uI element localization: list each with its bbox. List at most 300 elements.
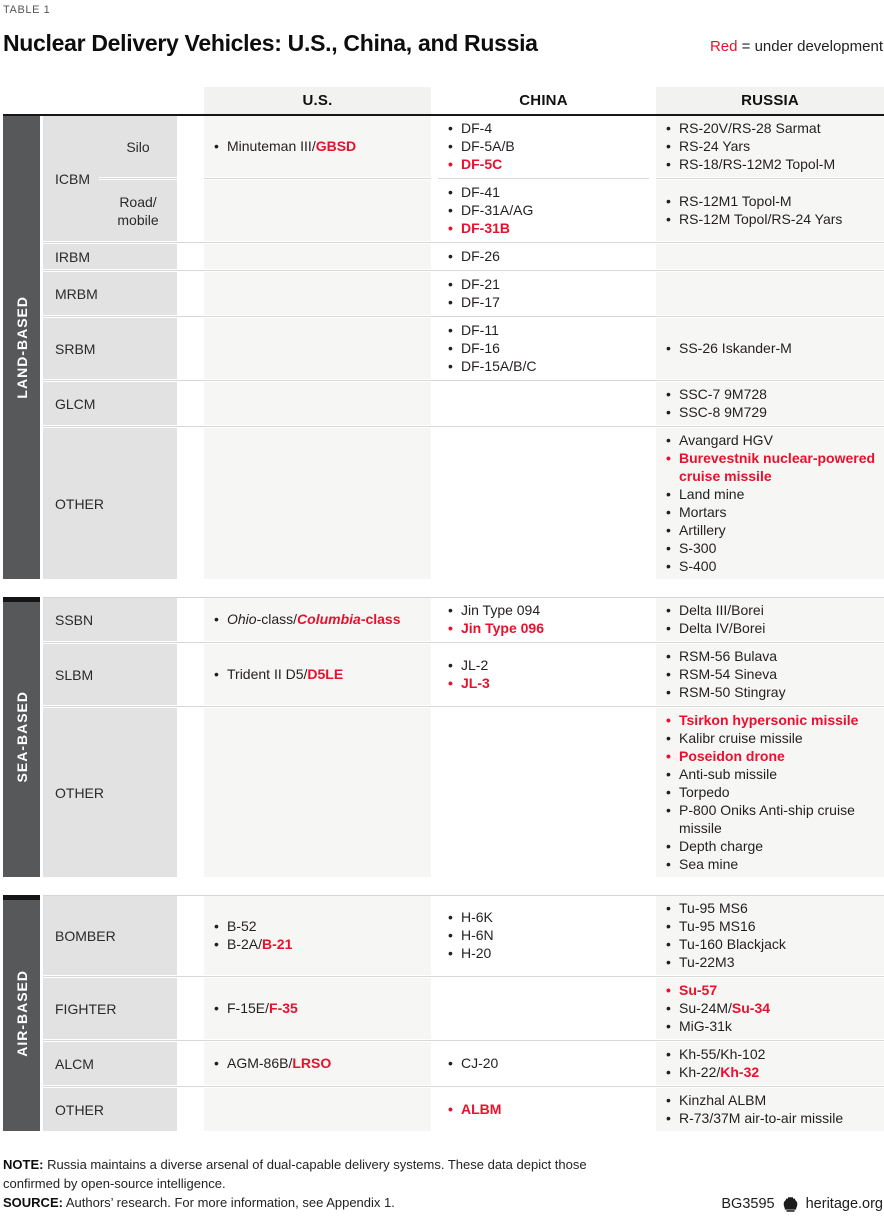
- bullet-icon: •: [666, 504, 671, 520]
- vehicle-text: [679, 953, 876, 971]
- bullet-icon: •: [214, 138, 219, 154]
- vehicle-text: [679, 1091, 876, 1109]
- vehicle-text: [679, 1109, 876, 1127]
- vehicle-text: [679, 155, 876, 173]
- bullet-icon: •: [448, 657, 453, 673]
- row-label: FIGHTER: [43, 978, 177, 1039]
- bullet-icon: •: [666, 211, 671, 227]
- vehicle-item: [666, 192, 876, 210]
- bullet-icon: •: [214, 936, 219, 952]
- section-rows: [43, 116, 884, 579]
- vehicle-text: [679, 683, 876, 701]
- vehicle-item: [448, 656, 641, 674]
- vehicle-text-segment: AGM-86B/: [227, 1055, 293, 1071]
- doc-code: BG3595: [721, 1196, 775, 1212]
- vehicle-item: [666, 539, 876, 557]
- note-label: NOTE:: [3, 1157, 44, 1172]
- vehicle-text-segment: Tu-22M3: [679, 954, 735, 970]
- bullet-icon: •: [666, 620, 671, 636]
- bullet-icon: •: [666, 1000, 671, 1016]
- vehicle-item: [666, 855, 876, 873]
- vehicle-text: [679, 431, 876, 449]
- vehicle-text-segment: LRSO: [292, 1055, 332, 1071]
- bullet-icon: •: [448, 675, 453, 691]
- column-header-row: [3, 87, 884, 116]
- cell-ru: [656, 244, 884, 269]
- vehicle-text: [461, 247, 641, 265]
- bullet-icon: •: [666, 712, 671, 728]
- bullet-icon: •: [666, 648, 671, 664]
- vehicle-text: [461, 201, 641, 219]
- footer-notes: [3, 1155, 643, 1212]
- row-label: ALCM: [43, 1042, 177, 1085]
- vehicle-text: [679, 981, 876, 999]
- vehicle-text: [679, 935, 876, 953]
- bullet-icon: •: [448, 322, 453, 338]
- cell-ru: [656, 598, 884, 641]
- vehicle-text: [461, 339, 641, 357]
- group-label: LAND-BASED: [13, 296, 30, 399]
- vehicle-text: [679, 747, 876, 765]
- vehicle-item: [448, 357, 641, 375]
- vehicle-item: [448, 321, 641, 339]
- vehicle-text: [679, 729, 876, 747]
- vehicle-text-segment: JL-2: [461, 657, 489, 673]
- bullet-icon: •: [666, 766, 671, 782]
- row-bomber: [43, 896, 884, 975]
- vehicle-item: [666, 155, 876, 173]
- vehicle-text-segment: -class/: [256, 611, 298, 627]
- vehicle-text-segment: Tu-95 MS16: [679, 918, 756, 934]
- vehicle-text: [679, 119, 876, 137]
- vehicle-text: [461, 357, 641, 375]
- column-header-us: U.S.: [204, 87, 431, 114]
- bullet-icon: •: [214, 666, 219, 682]
- vehicle-text-segment: DF-15A/B/C: [461, 358, 537, 374]
- section-air-based: [3, 895, 884, 1131]
- vehicle-text-segment: Burevestnik nuclear-powered cruise missile: [679, 450, 876, 484]
- vehicle-text: [461, 293, 641, 311]
- vehicle-text: [679, 765, 876, 783]
- bullet-icon: •: [666, 156, 671, 172]
- bullet-icon: •: [666, 522, 671, 538]
- vehicle-item: [448, 137, 641, 155]
- vehicle-item: [448, 601, 641, 619]
- cell-ru: [656, 1042, 884, 1085]
- row-alcm: [43, 1042, 884, 1085]
- vehicle-text-segment: GBSD: [315, 138, 357, 154]
- bullet-icon: •: [666, 1046, 671, 1062]
- vehicle-text-segment: JL-3: [461, 675, 490, 691]
- group-label-bar: [3, 597, 40, 877]
- bullet-icon: •: [214, 1055, 219, 1071]
- cell-us: [204, 1088, 431, 1131]
- vehicle-item: [448, 183, 641, 201]
- vehicle-text: [679, 801, 876, 837]
- vehicle-item: [448, 247, 641, 265]
- cell-us: [204, 272, 431, 315]
- vehicle-text: [679, 711, 876, 729]
- vehicle-text: [461, 275, 641, 293]
- vehicle-item: [666, 503, 876, 521]
- row-label: OTHER: [43, 708, 177, 877]
- vehicle-item: [666, 385, 876, 403]
- vehicle-item: [214, 1054, 423, 1072]
- vehicle-item: [448, 293, 641, 311]
- vehicle-item: [666, 339, 876, 357]
- vehicle-item: [448, 201, 641, 219]
- vehicle-text-segment: Mortars: [679, 504, 727, 520]
- vehicle-text-segment: Jin Type 094: [461, 602, 541, 618]
- bullet-icon: •: [666, 120, 671, 136]
- vehicle-text: [679, 539, 876, 557]
- legend-red-word: Red: [709, 38, 738, 55]
- vehicle-item: [214, 665, 423, 683]
- cell-cn: [438, 116, 649, 177]
- vehicle-text-segment: RS-24 Yars: [679, 138, 751, 154]
- vehicle-text-segment: RS-12M1 Topol-M: [679, 193, 792, 209]
- cell-ru: [656, 428, 884, 579]
- vehicle-text: [679, 999, 876, 1017]
- cell-ru: [656, 978, 884, 1039]
- vehicle-item: [666, 619, 876, 637]
- vehicle-text-segment: B-21: [262, 936, 293, 952]
- vehicle-text: [679, 647, 876, 665]
- bullet-icon: •: [666, 540, 671, 556]
- row-label: ICBM: [43, 116, 99, 241]
- vehicle-item: [666, 981, 876, 999]
- bullet-icon: •: [448, 156, 453, 172]
- row-other: [43, 428, 884, 579]
- vehicle-text-segment: Jin Type 096: [461, 620, 545, 636]
- vehicle-item: [214, 935, 423, 953]
- bullet-icon: •: [448, 909, 453, 925]
- vehicle-text: [461, 1100, 641, 1118]
- vehicle-text: [679, 485, 876, 503]
- cell-us: [204, 382, 431, 425]
- vehicle-text-segment: DF-26: [461, 248, 500, 264]
- bullet-icon: •: [448, 945, 453, 961]
- vehicle-text-segment: Delta IV/Borei: [679, 620, 766, 636]
- site-name: heritage.org: [805, 1196, 883, 1212]
- vehicle-text-segment: Tu-160 Blackjack: [679, 936, 786, 952]
- vehicle-text: [461, 926, 641, 944]
- vehicle-text-segment: Sea mine: [679, 856, 739, 872]
- vehicle-item: [666, 935, 876, 953]
- bullet-icon: •: [448, 1101, 453, 1117]
- cell-cn: [438, 318, 649, 379]
- vehicle-text: [679, 601, 876, 619]
- vehicle-text-segment: R-73/37M air-to-air missile: [679, 1110, 844, 1126]
- bullet-icon: •: [666, 1064, 671, 1080]
- bullet-icon: •: [666, 730, 671, 746]
- vehicle-text-segment: Kalibr cruise missile: [679, 730, 803, 746]
- vehicle-item: [666, 917, 876, 935]
- vehicle-item: [666, 485, 876, 503]
- cell-ru: [656, 318, 884, 379]
- cell-us: [204, 978, 431, 1039]
- row-icbm: [43, 116, 884, 241]
- vehicle-item: [214, 999, 423, 1017]
- vehicle-text: [461, 119, 641, 137]
- vehicle-item: [214, 917, 423, 935]
- row-slbm: [43, 644, 884, 705]
- vehicle-text-segment: S-400: [679, 558, 717, 574]
- bullet-icon: •: [666, 666, 671, 682]
- title-bar: [3, 30, 884, 57]
- cell-cn: [438, 644, 649, 705]
- vehicle-item: [448, 674, 641, 692]
- note-line: [3, 1155, 643, 1193]
- vehicle-text: [227, 610, 423, 628]
- vehicle-text: [461, 183, 641, 201]
- vehicle-item: [448, 119, 641, 137]
- vehicle-item: [666, 783, 876, 801]
- vehicle-text-segment: DF-31A/AG: [461, 202, 534, 218]
- vehicle-text-segment: SSC-7 9M728: [679, 386, 767, 402]
- source-text: Authors’ research. For more information, see Appendix 1.: [62, 1195, 395, 1210]
- legend: [710, 38, 883, 57]
- cell-cn: [438, 978, 649, 1039]
- vehicle-item: [666, 1091, 876, 1109]
- vehicle-text-segment: CJ-20: [461, 1055, 499, 1071]
- vehicle-text-segment: Su-57: [679, 982, 718, 998]
- vehicle-text: [227, 999, 423, 1017]
- section-land-based: [3, 116, 884, 579]
- bullet-icon: •: [448, 1055, 453, 1071]
- bullet-icon: •: [448, 340, 453, 356]
- vehicle-text-segment: MiG-31k: [679, 1018, 732, 1034]
- note-text: Russia maintains a diverse arsenal of dual-capable delivery systems. These data depict those confirmed by open-source intelligence.: [3, 1157, 587, 1191]
- bullet-icon: •: [666, 856, 671, 872]
- heritage-bell-icon: [782, 1197, 799, 1212]
- vehicle-text: [679, 917, 876, 935]
- cell-us: [204, 244, 431, 269]
- vehicle-item: [666, 747, 876, 765]
- cell-ru: [656, 1088, 884, 1131]
- bullet-icon: •: [666, 936, 671, 952]
- vehicle-text-segment: B-52: [227, 918, 257, 934]
- vehicle-text: [679, 137, 876, 155]
- vehicle-item: [666, 711, 876, 729]
- vehicle-text: [679, 1063, 876, 1081]
- vehicle-text: [227, 917, 423, 935]
- vehicle-text-segment: H-20: [461, 945, 492, 961]
- row-srbm: [43, 318, 884, 379]
- bullet-icon: •: [666, 954, 671, 970]
- vehicle-text: [461, 137, 641, 155]
- bullet-icon: •: [666, 432, 671, 448]
- section-rows: [43, 597, 884, 877]
- bullet-icon: •: [448, 602, 453, 618]
- cell-ru: [656, 272, 884, 315]
- vehicle-item: [666, 647, 876, 665]
- vehicle-text-segment: F-15E/: [227, 1000, 270, 1016]
- row-fighter: [43, 978, 884, 1039]
- vehicle-text-segment: Minuteman III/: [227, 138, 316, 154]
- cell-us: [204, 598, 431, 641]
- cell-ru: [656, 644, 884, 705]
- bullet-icon: •: [666, 684, 671, 700]
- vehicle-text-segment: F-35: [269, 1000, 298, 1016]
- vehicle-item: [214, 137, 423, 155]
- vehicle-text-segment: Tu-95 MS6: [679, 900, 748, 916]
- vehicle-text-segment: Tsirkon hypersonic missile: [679, 712, 859, 728]
- bullet-icon: •: [448, 620, 453, 636]
- vehicle-item: [448, 339, 641, 357]
- vehicle-item: [214, 610, 423, 628]
- vehicle-text: [679, 339, 876, 357]
- bullet-icon: •: [448, 276, 453, 292]
- vehicle-item: [666, 999, 876, 1017]
- vehicle-text-segment: Delta III/Borei: [679, 602, 764, 618]
- bullet-icon: •: [666, 918, 671, 934]
- bullet-icon: •: [666, 404, 671, 420]
- vehicle-text: [679, 521, 876, 539]
- vehicle-item: [666, 729, 876, 747]
- vehicle-text: [461, 656, 641, 674]
- vehicle-item: [666, 210, 876, 228]
- vehicle-item: [666, 765, 876, 783]
- vehicle-text: [461, 1054, 641, 1072]
- group-label: SEA-BASED: [13, 691, 30, 783]
- column-header-china: CHINA: [519, 92, 568, 109]
- bullet-icon: •: [666, 1092, 671, 1108]
- cell-cn: [438, 244, 649, 269]
- vehicle-item: [448, 619, 641, 637]
- cell-ru: [656, 116, 884, 177]
- bullet-icon: •: [448, 927, 453, 943]
- vehicle-text: [461, 944, 641, 962]
- vehicle-text: [679, 210, 876, 228]
- vehicle-text: [679, 503, 876, 521]
- vehicle-text: [679, 837, 876, 855]
- cell-cn: [438, 598, 649, 641]
- vehicle-text-segment: DF-16: [461, 340, 500, 356]
- vehicle-text: [227, 137, 423, 155]
- row-label: GLCM: [43, 382, 177, 425]
- vehicle-text-segment: DF-41: [461, 184, 500, 200]
- vehicle-text-segment: DF-11: [461, 322, 499, 338]
- footer-brand: [721, 1196, 883, 1212]
- source-line: [3, 1193, 643, 1212]
- row-label: OTHER: [43, 428, 177, 579]
- bullet-icon: •: [666, 386, 671, 402]
- bullet-icon: •: [666, 1018, 671, 1034]
- sub-row-label-line: Road/: [119, 193, 157, 210]
- vehicle-item: [666, 1109, 876, 1127]
- sub-row-label-line: mobile: [117, 211, 159, 228]
- vehicle-text: [679, 899, 876, 917]
- row-label: SSBN: [43, 598, 177, 641]
- bullet-icon: •: [666, 802, 671, 818]
- vehicle-text-segment: RSM-54 Sineva: [679, 666, 778, 682]
- bullet-icon: •: [666, 340, 671, 356]
- vehicle-item: [666, 449, 876, 485]
- vehicle-text-segment: Poseidon drone: [679, 748, 785, 764]
- cell-cn: [438, 708, 649, 877]
- vehicle-text-segment: Trident II D5/: [227, 666, 308, 682]
- vehicle-text: [461, 321, 641, 339]
- bullet-icon: •: [448, 248, 453, 264]
- vehicle-text: [461, 155, 641, 173]
- vehicle-text-segment: B-2A/: [227, 936, 263, 952]
- vehicle-item: [448, 155, 641, 173]
- cell-us: [204, 428, 431, 579]
- vehicle-text: [679, 665, 876, 683]
- vehicle-text-segment: RS-20V/RS-28 Sarmat: [679, 120, 821, 136]
- vehicle-text: [227, 935, 423, 953]
- cell-cn: [438, 272, 649, 315]
- vehicle-item: [666, 403, 876, 421]
- cell-us: [204, 896, 431, 975]
- vehicle-text-segment: H-6K: [461, 909, 493, 925]
- sub-row-label: [99, 116, 177, 177]
- cell-ru: [656, 382, 884, 425]
- table-label: TABLE 1: [3, 4, 51, 16]
- bullet-icon: •: [666, 900, 671, 916]
- bullet-icon: •: [448, 294, 453, 310]
- vehicle-text: [679, 855, 876, 873]
- vehicle-item: [666, 119, 876, 137]
- vehicle-item: [448, 1100, 641, 1118]
- row-label: SLBM: [43, 644, 177, 705]
- row-other: [43, 1088, 884, 1131]
- cell-cn: [438, 896, 649, 975]
- bullet-icon: •: [666, 558, 671, 574]
- vehicle-text: [679, 192, 876, 210]
- vehicle-text: [679, 557, 876, 575]
- vehicle-text-segment: P-800 Oniks Anti-ship cruise missile: [679, 802, 855, 836]
- vehicle-text: [679, 1045, 876, 1063]
- vehicle-text: [227, 1054, 423, 1072]
- vehicle-item: [448, 908, 641, 926]
- vehicle-text-segment: Kh-32: [720, 1064, 760, 1080]
- cell-us: [204, 1042, 431, 1085]
- vehicle-item: [666, 801, 876, 837]
- vehicle-item: [666, 899, 876, 917]
- row-irbm: [43, 244, 884, 269]
- row-label: IRBM: [43, 244, 177, 269]
- vehicle-item: [666, 683, 876, 701]
- row-label: MRBM: [43, 272, 177, 315]
- column-header-russia: RUSSIA: [656, 87, 884, 114]
- bullet-icon: •: [448, 184, 453, 200]
- row-ssbn: [43, 598, 884, 641]
- vehicle-text: [461, 674, 641, 692]
- cell-ru: [656, 180, 884, 241]
- bullet-icon: •: [666, 602, 671, 618]
- row-label: BOMBER: [43, 896, 177, 975]
- cell-cn: [438, 428, 649, 579]
- bullet-icon: •: [666, 838, 671, 854]
- source-label: SOURCE:: [3, 1195, 63, 1210]
- vehicle-text-segment: SSC-8 9M729: [679, 404, 767, 420]
- vehicle-text-segment: DF-5A/B: [461, 138, 515, 154]
- bullet-icon: •: [666, 982, 671, 998]
- vehicle-text: [679, 1017, 876, 1035]
- vehicle-item: [666, 1017, 876, 1035]
- bullet-icon: •: [448, 138, 453, 154]
- vehicle-text-segment: ALBM: [461, 1101, 502, 1117]
- vehicle-item: [448, 219, 641, 237]
- footer: [3, 1155, 884, 1212]
- section-rows: [43, 895, 884, 1131]
- cell-us: [204, 318, 431, 379]
- vehicle-text-segment: -class: [360, 611, 401, 627]
- vehicle-text-segment: RS-12M Topol/RS-24 Yars: [679, 211, 843, 227]
- vehicle-text-segment: Columbia: [297, 611, 361, 627]
